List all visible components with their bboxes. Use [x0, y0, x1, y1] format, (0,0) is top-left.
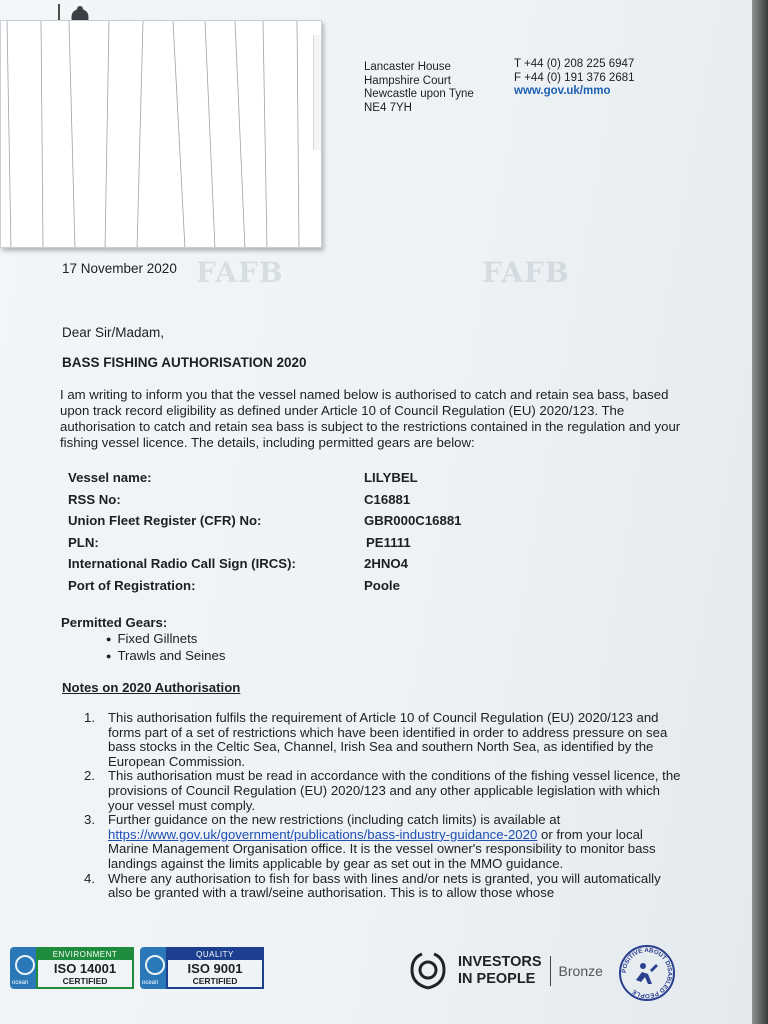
- ocean-logo-icon: ocean: [10, 947, 36, 989]
- detail-label: RSS No:: [68, 491, 121, 507]
- badge-certified: CERTIFIED: [62, 976, 108, 986]
- detail-value: PE1111: [366, 534, 411, 550]
- phone-number: T +44 (0) 208 225 6947: [514, 58, 635, 70]
- detail-label: PLN:: [68, 534, 99, 550]
- iso-14001-badge: [10, 947, 134, 989]
- letter-date: 17 November 2020: [62, 261, 177, 276]
- investors-in-people-logo: [406, 950, 603, 992]
- redaction-paper-overlay: [0, 20, 322, 248]
- guidance-link[interactable]: https://www.gov.uk/government/publications/bass-industry-guidance-2020: [108, 826, 538, 842]
- address-line: Newcastle upon Tyne: [364, 88, 474, 100]
- list-item: ● Trawls and Seines: [106, 648, 225, 665]
- fax-number: F +44 (0) 191 376 2681: [514, 71, 635, 84]
- badge-category: ENVIRONMENT: [38, 949, 132, 960]
- detail-label: International Radio Call Sign (IRCS):: [68, 556, 296, 571]
- note-text: or from your local Marine Management Organisation office. It is the vessel owner's responsibility to monitor bass landings against the limits applicable by gear as set out in the MMO guidance.: [108, 826, 656, 871]
- website-link[interactable]: www.gov.uk/mmo: [514, 85, 611, 97]
- iso-9001-badge: [140, 947, 264, 989]
- note-number: 1.: [84, 710, 95, 725]
- iip-line: INVESTORS: [458, 954, 542, 970]
- salutation: Dear Sir/Madam,: [62, 325, 165, 340]
- sender-contact: [514, 58, 635, 99]
- badge-standard: ISO 14001: [53, 961, 117, 976]
- note-item: [84, 769, 684, 813]
- badge-category: QUALITY: [168, 949, 262, 960]
- note-text: Further guidance on the new restrictions (including catch limits) is available at: [108, 812, 561, 828]
- note-item: [84, 813, 684, 871]
- positive-about-disabled-people-icon: [618, 944, 676, 1002]
- detail-value: 2HNO4: [364, 556, 408, 571]
- note-text: This authorisation fulfils the requirement of Article 10 of Council Regulation (EU) 2020/123 and forms part of a set of restrictions which have been identified in order to address pressure on sea bass stocks in the Celtic Sea, Channel, Irish Sea and southern North Sea, as identified by the European Commission.: [108, 710, 668, 769]
- badge-standard: ISO 9001: [187, 961, 243, 976]
- address-line: Lancaster House: [364, 61, 451, 73]
- investors-in-people-laurel-icon: [406, 950, 450, 992]
- badge-certified: CERTIFIED: [192, 976, 238, 986]
- sender-address: [364, 61, 474, 115]
- notes-title: Notes on 2020 Authorisation: [62, 680, 241, 695]
- note-text: This authorisation must be read in accordance with the conditions of the fishing vessel licence, the provisions of Council Regulation (EU) 2020/123 and any other applicable legislation with which your vessel must comply.: [108, 768, 681, 813]
- note-number: 4.: [84, 870, 95, 886]
- permitted-gears-title: Permitted Gears:: [61, 615, 168, 630]
- address-line: Hampshire Court: [364, 74, 451, 87]
- note-number: 2.: [84, 768, 95, 784]
- iip-level: Bronze: [558, 963, 603, 979]
- page-edge-shadow: [752, 0, 768, 1024]
- intro-paragraph: I am writing to inform you that the vessel named below is authorised to catch and retain sea bass, based upon track record eligibility as defined under Article 10 of Council Regulation (EU) 2020/123. The authorisation to catch and retain sea bass is subject to the restrictions contained in the regulation and your fishing vessel licence. The details, including permitted gears are below:: [60, 387, 681, 450]
- note-text: Where any authorisation to fish for bass with lines and/or nets is granted, you will automatically also be granted with a trawl/seine authorisation. This is to allow those whose: [108, 870, 661, 901]
- letter-subject: BASS FISHING AUTHORISATION 2020: [62, 355, 307, 370]
- detail-value: GBR000C16881: [364, 513, 462, 528]
- address-line: NE4 7YH: [364, 101, 412, 114]
- detail-value: C16881: [364, 491, 411, 507]
- note-number: 3.: [84, 812, 95, 828]
- notes-list: [84, 711, 684, 901]
- detail-value: Poole: [364, 577, 400, 593]
- note-item: [84, 872, 684, 901]
- iip-line: IN PEOPLE: [458, 971, 536, 987]
- list-item: ● Fixed Gillnets: [106, 631, 225, 648]
- detail-label: Port of Registration:: [68, 577, 196, 593]
- detail-value: LILYBEL: [364, 470, 418, 485]
- ocean-logo-icon: ocean: [140, 947, 166, 989]
- note-item: [84, 711, 684, 769]
- detail-label: Union Fleet Register (CFR) No:: [68, 513, 262, 528]
- svg-text:POSITIVE ABOUT DISABLED PEOPLE: POSITIVE ABOUT DISABLED PEOPLE: [620, 946, 674, 1000]
- watermark: FAFB: [482, 256, 570, 289]
- watermark: FAFB: [196, 256, 284, 289]
- permitted-gears-list: [106, 631, 225, 665]
- detail-label: Vessel name:: [68, 470, 152, 485]
